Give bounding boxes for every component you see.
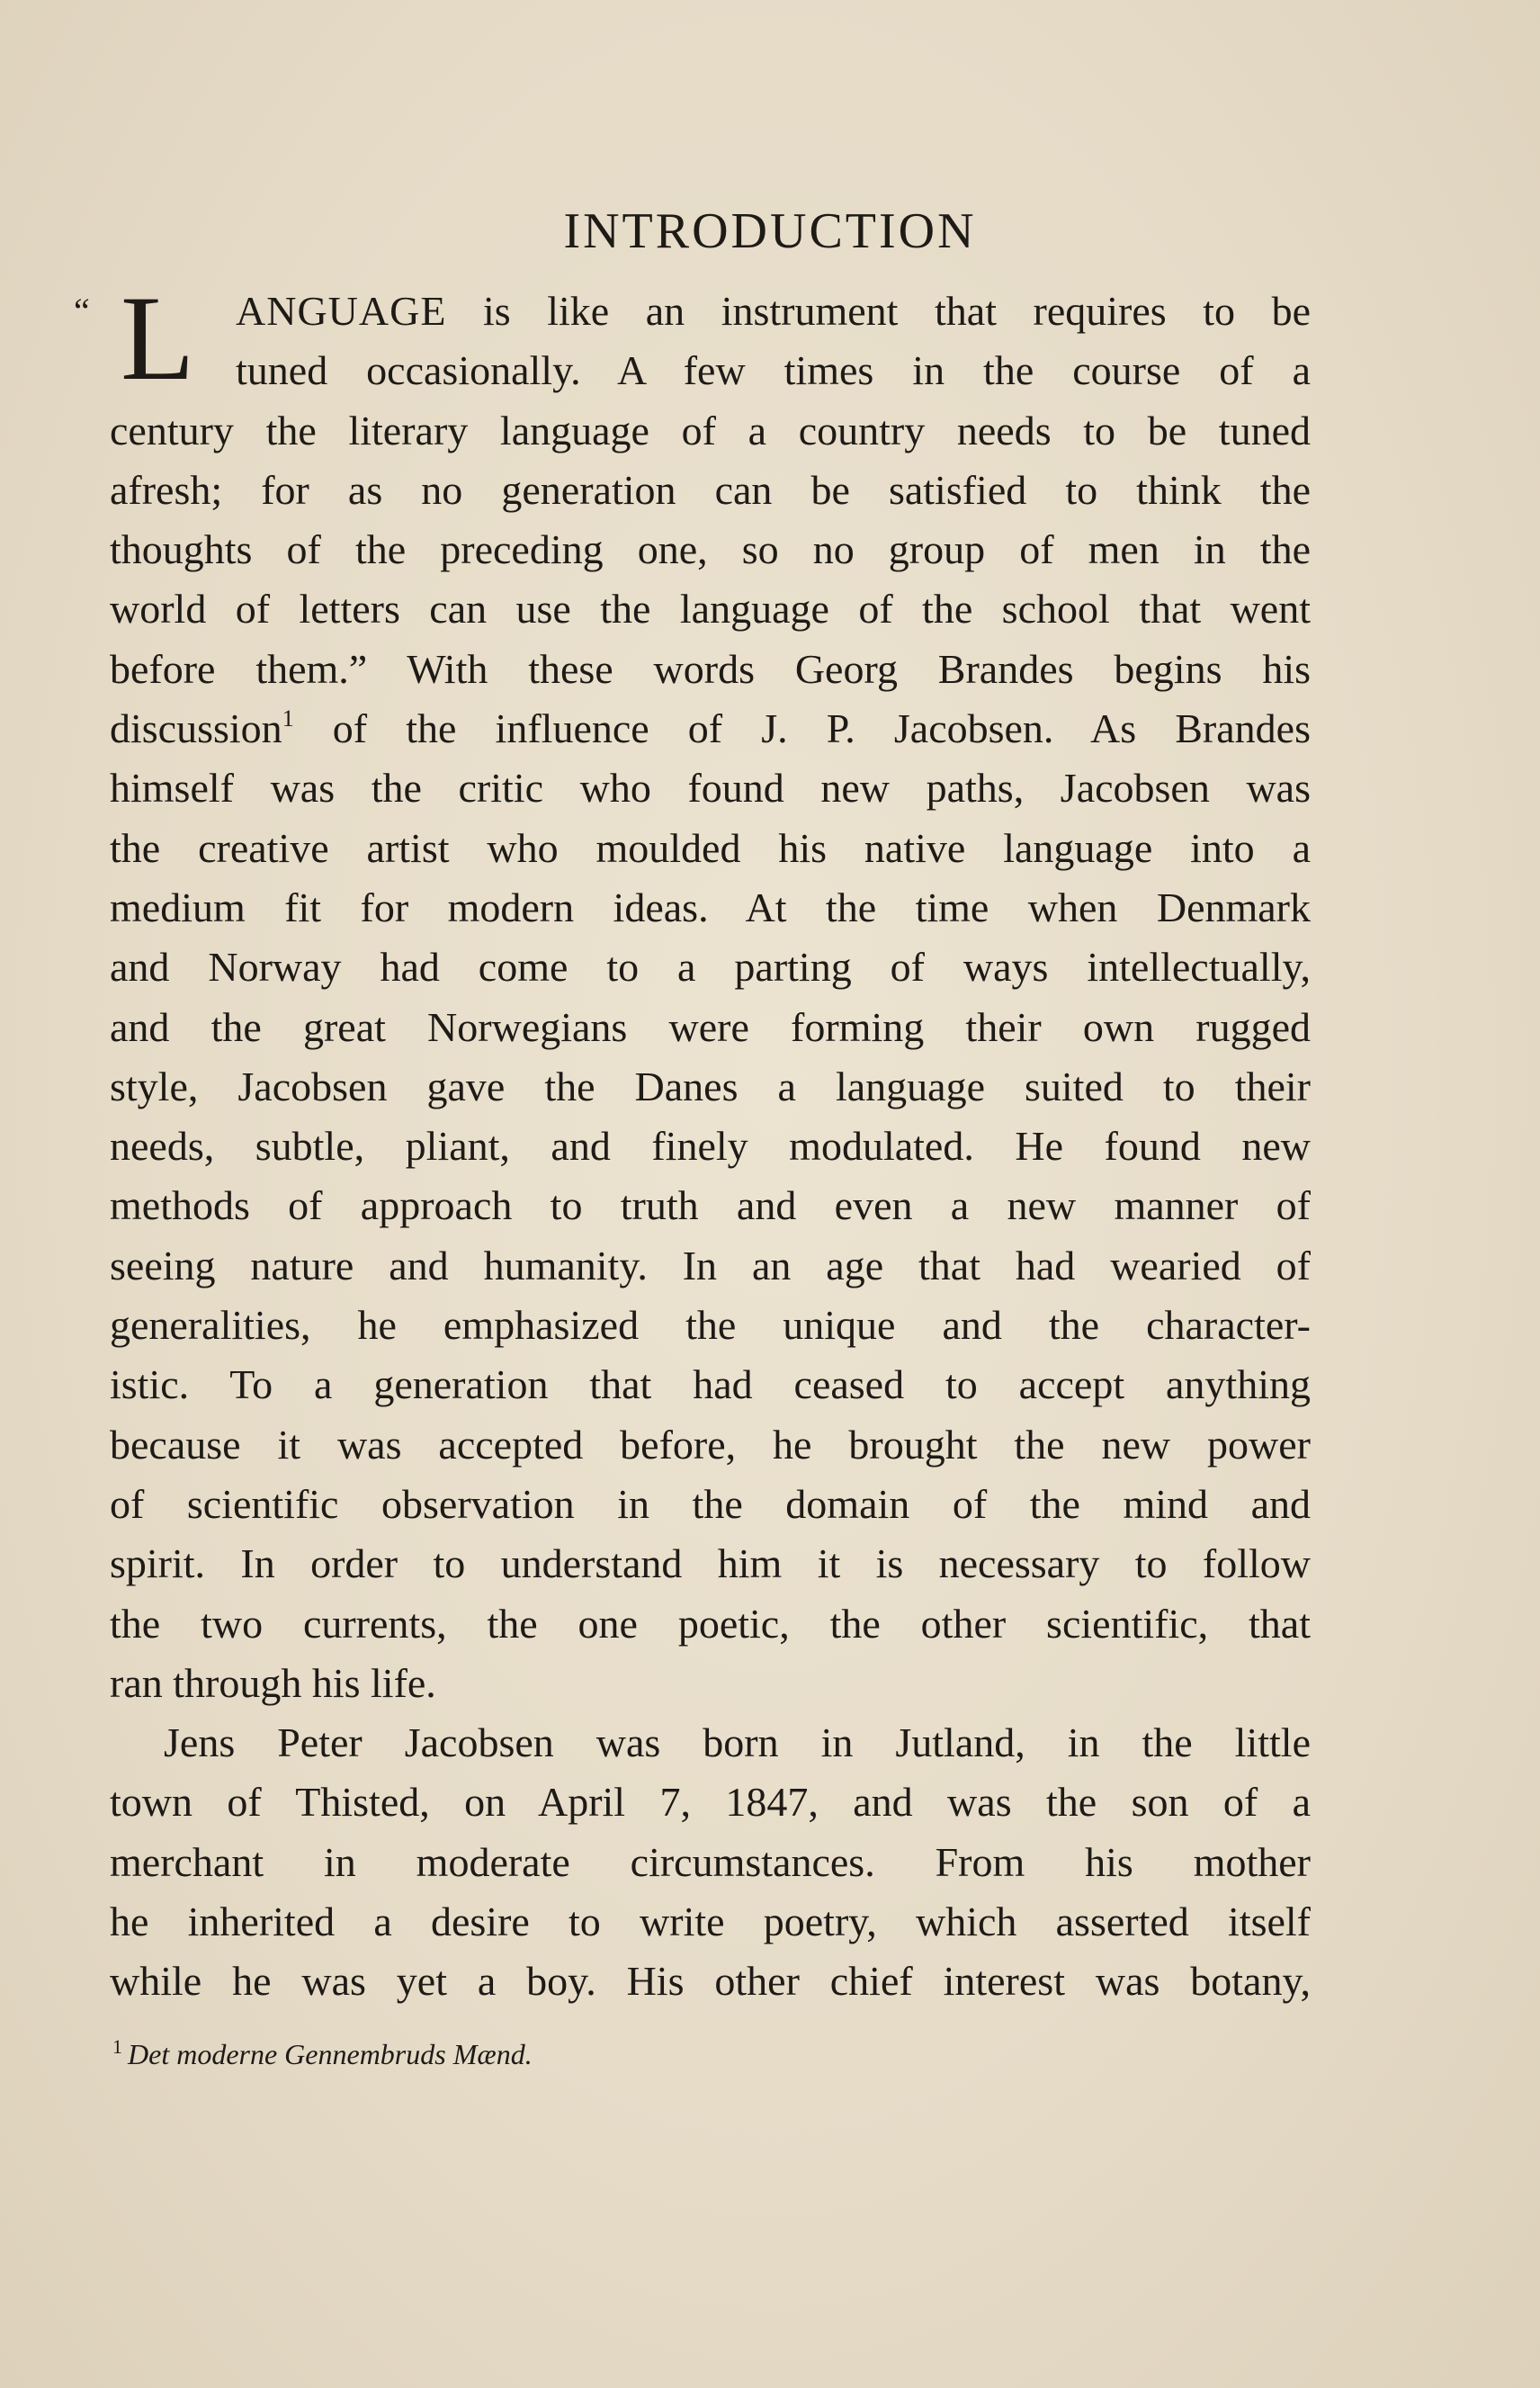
- text-line: afresh; for as no generation can be satisfied to think the: [110, 466, 1311, 513]
- text-line: because it was accepted before, he brought the new power: [110, 1421, 1311, 1468]
- text-line: seeing nature and humanity. In an age that had wearied of: [110, 1242, 1311, 1288]
- text-line: world of letters can use the language of the school that went: [110, 586, 1311, 633]
- line-text: discussion: [110, 705, 282, 752]
- first-word: ANGUAGE: [236, 288, 447, 334]
- footnote-reference[interactable]: 1: [282, 705, 294, 732]
- text-line: thoughts of the preceding one, so no group of men in the: [110, 526, 1311, 573]
- footnote-text: Det moderne Gennembruds Mænd.: [128, 2038, 533, 2070]
- text-line: the two currents, the one poetic, the other scientific, that: [110, 1600, 1311, 1647]
- text-line: merchant in moderate circumstances. From his mother: [110, 1838, 1311, 1885]
- footnote: [112, 2035, 533, 2071]
- drop-cap: L: [121, 272, 195, 406]
- text-line: town of Thisted, on April 7, 1847, and was the son of a: [110, 1779, 1311, 1826]
- text-line: and Norway had come to a parting of ways intellectually,: [110, 944, 1311, 991]
- line-text: of the influence of J. P. Jacobsen. As Brandes: [293, 705, 1311, 752]
- line-text: is like an instrument that requires to be: [446, 288, 1311, 334]
- text-line: of scientific observation in the domain of the mind and: [110, 1480, 1311, 1527]
- text-line: century the literary language of a country needs to be tuned: [110, 407, 1311, 453]
- text-line: spirit. In order to understand him it is necessary to follow: [110, 1540, 1311, 1587]
- text-line: the creative artist who moulded his native language into a: [110, 824, 1311, 871]
- chapter-heading: INTRODUCTION: [563, 203, 977, 259]
- text-line: medium fit for modern ideas. At the time when Denmark: [110, 884, 1311, 930]
- text-line: generalities, he emphasized the unique and the character-: [110, 1302, 1311, 1349]
- opening-quote: “: [74, 291, 90, 331]
- text-line: tuned occasionally. A few times in the course of a: [236, 347, 1311, 394]
- text-line: istic. To a generation that had ceased to accept anything: [110, 1361, 1311, 1408]
- text-line: Jens Peter Jacobsen was born in Jutland, in the little: [164, 1719, 1311, 1766]
- text-line: he inherited a desire to write poetry, which asserted itself: [110, 1899, 1311, 1945]
- text-line: while he was yet a boy. His other chief interest was botany,: [110, 1958, 1311, 2005]
- footnote-number: 1: [112, 2035, 122, 2058]
- text-line: before them.” With these words Georg Brandes begins his: [110, 645, 1311, 692]
- text-line: methods of approach to truth and even a new manner of: [110, 1182, 1311, 1229]
- main-text: [74, 272, 1311, 2012]
- text-line: and the great Norwegians were forming their own rugged: [110, 1003, 1311, 1050]
- text-line: himself was the critic who found new paths, Jacobsen was: [110, 765, 1311, 812]
- text-line: style, Jacobsen gave the Danes a language suited to their: [110, 1063, 1311, 1109]
- text-line: [110, 699, 1311, 759]
- text-line: needs, subtle, pliant, and finely modulated. He found new: [110, 1123, 1311, 1170]
- text-line: ran through his life.: [110, 1659, 436, 1706]
